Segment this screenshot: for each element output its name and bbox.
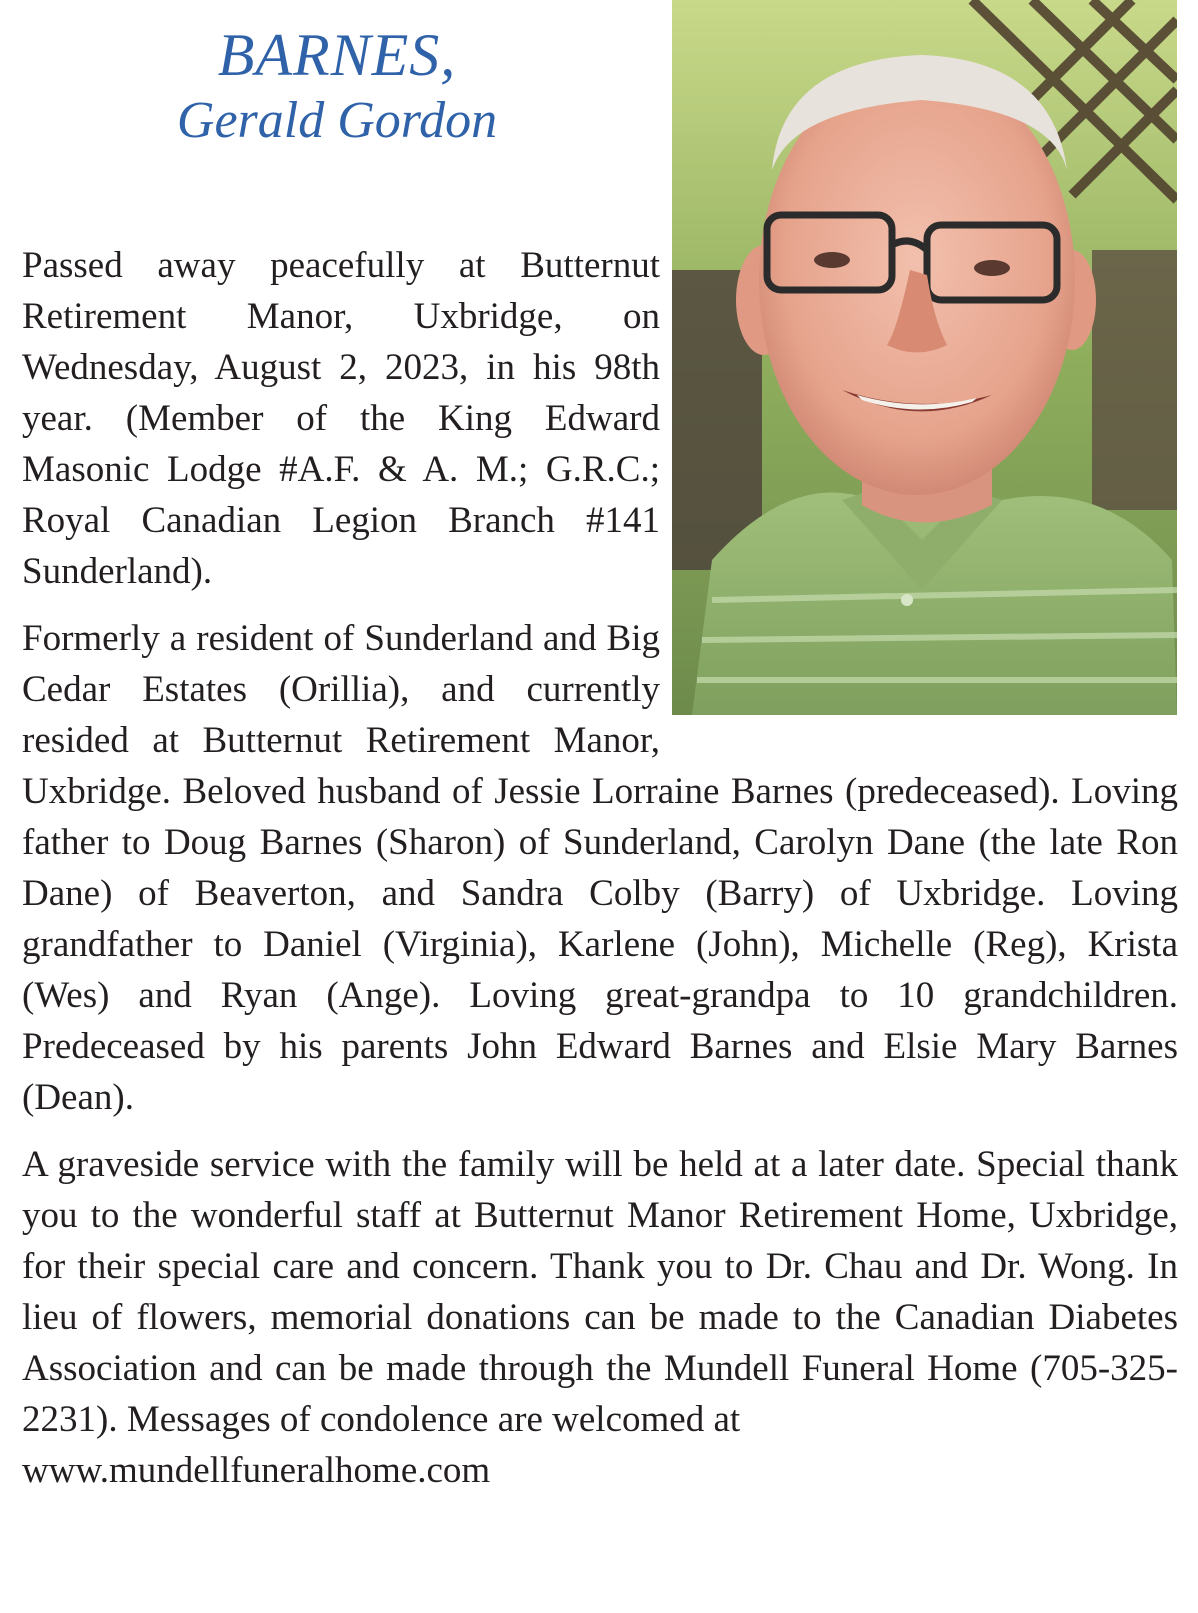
obituary-body <box>22 240 1178 1512</box>
paragraph-family: Formerly a resident of Sunderland and Big Cedar Estates (Orillia), and currently resided at Butternut Retirement Manor, Uxbridge. Beloved husband of Jessie Lorraine Barnes (predeceased). Loving father to Doug Barnes (Sharon) of Sunderland, Carolyn Dane (the late Ron Dane) of Beaverton, and Sandra Colby (Barry) of Uxbridge. Loving grandfather to Daniel (Virginia), Karlene (John), Michelle (Reg), Krista (Wes) and Ryan (Ange). Loving great-grandpa to 10 grandchildren. Predeceased by his parents John Edward Barnes and Elsie Mary Barnes (Dean). <box>22 618 1178 1118</box>
obituary-heading <box>22 22 652 154</box>
photo-spacer <box>660 240 1178 720</box>
given-names-heading: Gerald Gordon <box>176 92 498 149</box>
funeral-home-website-link[interactable]: www.mundellfuneralhome.com <box>22 1450 491 1491</box>
paragraph-death-notice: Passed away peacefully at Butternut Retirement Manor, Uxbridge, on Wednesday, August 2, 2023, in his 98th year. (Member of the King Edward Masonic Lodge #A.F. & A. M.; G.R.C.; Royal Canadian Legion Branch #141 Sunderland). <box>22 245 660 592</box>
paragraph-service <box>22 1139 1178 1496</box>
service-text: A graveside service with the family will be held at a later date. Special thank you to the wonderful staff at Butternut Manor Retirement Home, Uxbridge, for their special care and concern. Thank you to Dr. Chau and Dr. Wong. In lieu of flowers, memorial donations can be made to the Canadian Diabetes Association and can be made through the Mundell Funeral Home (705-325-2231). Messages of condolence are welcomed at <box>22 1144 1178 1440</box>
surname-heading: BARNES, <box>217 22 457 88</box>
